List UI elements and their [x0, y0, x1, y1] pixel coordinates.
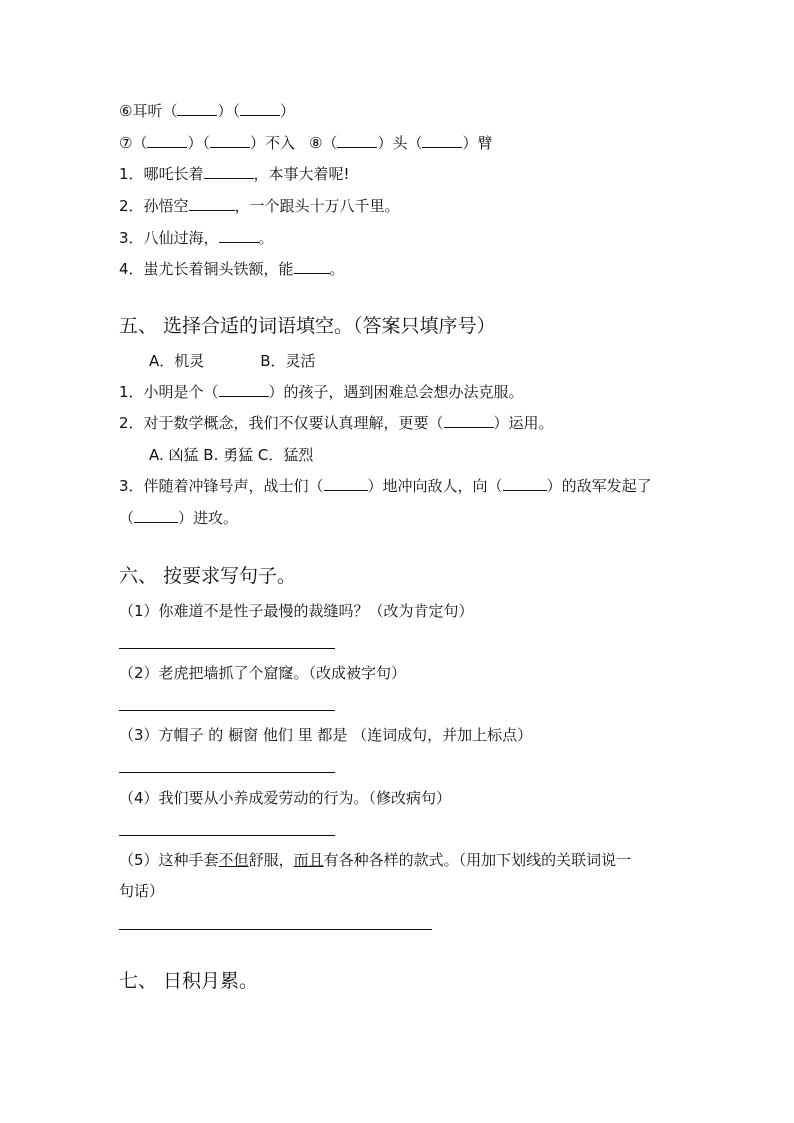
blank[interactable] — [294, 258, 330, 274]
blank[interactable] — [210, 132, 250, 148]
sentence-task-5-cont: 句话） — [119, 882, 165, 900]
underlined-word-budan: 不但 — [218, 851, 249, 869]
choice-question-1: 1．小明是个（ ）的孩子，遇到困难总会想办法克服。 — [119, 383, 524, 401]
section-5-heading: 五、 选择合适的词语填空。（答案只填序号） — [119, 315, 496, 337]
answer-line-1[interactable] — [119, 648, 335, 649]
blank[interactable] — [219, 381, 269, 397]
answer-line-2[interactable] — [119, 710, 335, 711]
underlined-word-erqie: 而且 — [293, 851, 324, 869]
choice-question-3-cont: （ ）进攻。 — [119, 509, 239, 527]
blank[interactable] — [134, 507, 178, 523]
blank[interactable] — [503, 475, 547, 491]
blank[interactable] — [219, 227, 259, 243]
answer-line-4[interactable] — [119, 835, 335, 836]
blank[interactable] — [337, 132, 377, 148]
idiom-item-6: ⑥耳听（ ）（ ） — [119, 102, 295, 120]
section-7-heading: 七、 日积月累。 — [119, 970, 259, 992]
sentence-task-2: （2）老虎把墙抓了个窟窿。（改成被字句） — [119, 664, 407, 682]
idiom-items-7-8: ⑦（ ）（ ）不入 ⑧（ ）头（ ）臂 — [119, 134, 493, 152]
sentence-task-3: （3）方帽子 的 橱窗 他们 里 都是 （连词成句，并加上标点） — [119, 726, 533, 744]
blank[interactable] — [189, 195, 235, 211]
options-group-1: A．机灵 B．灵活 — [149, 352, 316, 370]
sentence-task-5: （5）这种手套不但舒服，而且有各种各样的款式。（用加下划线的关联词说一 — [119, 851, 632, 869]
sentence-task-1: （1）你难道不是性子最慢的裁缝吗？（改为肯定句） — [119, 602, 474, 620]
blank[interactable] — [147, 132, 187, 148]
section-6-heading: 六、 按要求写句子。 — [119, 565, 297, 587]
answer-line-5[interactable] — [119, 929, 432, 930]
blank[interactable] — [240, 100, 280, 116]
answer-line-3[interactable] — [119, 772, 335, 773]
myth-question-1: 1．哪吒长着 ，本事大着呢! — [119, 165, 350, 183]
options-group-2: A. 凶猛 B. 勇猛 C．猛烈 — [149, 446, 314, 464]
myth-question-2: 2．孙悟空 ，一个跟头十万八千里。 — [119, 197, 400, 215]
myth-question-3: 3．八仙过海， 。 — [119, 229, 274, 247]
choice-question-2: 2．对于数学概念，我们不仅要认真理解，更要（ ）运用。 — [119, 414, 554, 432]
choice-question-3: 3．伴随着冲锋号声，战士们（ ）地冲向敌人，向（ ）的敌军发起了 — [119, 477, 652, 495]
blank[interactable] — [422, 132, 462, 148]
myth-question-4: 4．蚩尤长着铜头铁额，能 。 — [119, 260, 345, 278]
blank[interactable] — [444, 412, 494, 428]
blank[interactable] — [177, 100, 217, 116]
blank[interactable] — [204, 163, 254, 179]
sentence-task-4: （4）我们要从小养成爱劳动的行为。（修改病句） — [119, 789, 452, 807]
blank[interactable] — [324, 475, 368, 491]
